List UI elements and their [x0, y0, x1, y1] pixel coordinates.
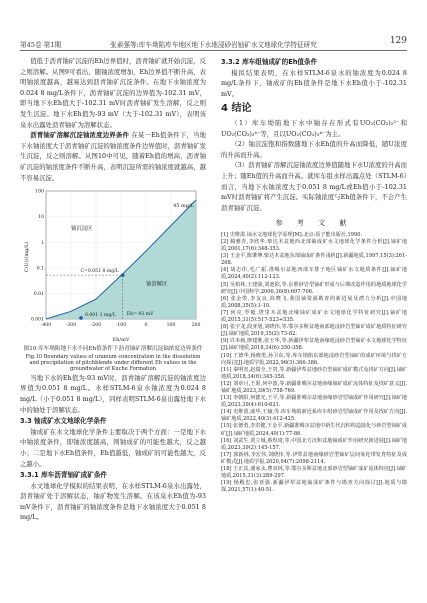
- reference-item: [5] 吴柏林,王建强,刘池阳,等.东胜砂岩型铀矿形成与后期改造作用的地质地球化学研究[J].中国科学,2006,36(8):697-706.: [221, 281, 407, 295]
- body-paragraph: 模拟结果表明，在水样STLM-6泉水的铀浓度为0.024 8 mg/L条件下，铀成矿的Eh值条件是地下水Eh值小于-102.31 mV。: [221, 68, 407, 98]
- paragraph-text: 在某一Eh值条件下，当地下水铀浓度大于沥青铀矿沉淀的铀浓度条件边界值时，沥青铀矿发生沉淀，反之则溶解。从图10中可见，随着Eh值的增高，沥青铀矿沉淀的铀浓度条件不断升高，表明沉淀所需的铀浓度就越高，越不容易沉淀。: [20, 131, 206, 182]
- y-axis-label: C(U)/(mg/L): [24, 241, 30, 273]
- x-tick-label: -100: [115, 323, 127, 329]
- section-heading: 3.3.1 库车沥青铀矿成矿条件: [20, 471, 108, 480]
- conclusion-item: （1）库车坳陷地下水中铀存在形式有UO₂(CO₃)₂²⁻和UO₂(CO₃)₃⁴⁻等，且以UO₂(CO₃)₃⁴⁻为主。: [221, 118, 407, 138]
- reference-item: [13] 李朝阳,何德光,王平,等.新疆准噶尔盆地南缘砂岩型铀成矿作用研究[J].铀矿地质,2023,39(4):610-621.: [221, 395, 407, 409]
- reference-item: [8] 张宇龙,段亚旭,刘晓伟,等.鄂尔多斯盆地南部地浸砂岩型铀矿成矿地质特征研究[J].铀矿地质,2019,35(2):73-82.: [221, 324, 407, 338]
- x-tick-label: -400: [40, 323, 52, 329]
- left-column: [20, 56, 206, 523]
- reference-item: [4] 胡志伟,毛广振.准噶尔盆地西部车排子地区铀矿水文地质条件[J].铀矿地质,2024,40(2):112-123.: [221, 267, 407, 281]
- y-tick-label: 0.1: [36, 266, 44, 272]
- uranium-boundary-chart: [20, 185, 206, 345]
- y-tick-label: 10: [38, 215, 44, 221]
- reference-item: [7] 何亮,罗毅.塔里木盆地北缘铀矿成矿水文地球化学特征研究[J].铀矿地质,2015,31(5):517-523+535.: [221, 309, 407, 324]
- reference-item: [3] 王金平,陈肇博.柴达木盆地东部铀成矿条件浅析[J].新疆地质,1997,15(3):261-268.: [221, 253, 407, 267]
- body-paragraph: 当地下水的Eh值为-93 mV时，沥青铀矿溶解沉淀的铀浓度边界值为0.051 8 mg/L。水样STLM-6泉水铀浓度为0.024 8 mg/L（小于0.051 8 mg/L），同样表明STLM-6泉出露处地下水中的铀处于溶解状态。: [20, 373, 206, 414]
- body-paragraph: 水文地球化学模拟的结果表明，在水样STLM-6泉水出露处，沥青铀矿处于溶解状态，铀矿物发生溶解。在该泉水Eh值为-93 mV条件下，沥青铀矿的铀浓度条件是地下水铀浓度大于0.051 8 mg/L。: [20, 481, 206, 522]
- y-tick-label: 0.01: [33, 292, 44, 298]
- reference-item: [6] 张金带,李友良,简晓飞.我国铀资源勘查的新进展及潜力分析[J].中国地质,2008,35(5):1-10.: [221, 295, 407, 309]
- reference-item: [14] 史维浚,戚华,王瑜,等.库车坳陷新近系库车组砂岩型铀成矿作用及找矿方向[J].铀矿地质,2022,40(3):412-425.: [221, 409, 407, 423]
- x-axis-label: Eh/mV: [112, 337, 130, 344]
- point-label: 0.001 1 mg/L: [85, 313, 116, 319]
- running-title: 张素强等:库车坳陷库车地区地下水地浸砂岩铀矿水文地球化学特征研究: [110, 41, 317, 49]
- x-tick-label: 0: [144, 323, 148, 329]
- figure-caption-en: Fig.10 Boundary values of uranium concentration in the dissolution and precipitation of pitchblende under different Eh values in the groundwater of Kuche Formation: [25, 353, 201, 373]
- x-tick-label: -200: [90, 323, 102, 329]
- reference-item: [17] 郭新林,李宏伟,刘晓伟,等.伊犁盆地南缘砂岩型铀矿层间氧化带发育特征及成矿模式[J].地质学报,2020,94(7):2098-2114.: [221, 451, 407, 465]
- dissolution-zone-label: 铀溶解区: [146, 281, 168, 288]
- section-heading: 3.3.2 库车组铀成矿的Eh值条件: [221, 58, 318, 66]
- x-tick-label: -300: [65, 323, 77, 329]
- reference-item: [2] 腾雅青,李欣华.柴达木盆地西北部铀成矿水文地球化学条件分析[J].铀矿地质,2001,17(6):348-353.: [221, 239, 407, 253]
- journal-issue: 第45卷 第1期: [20, 41, 62, 49]
- conclusion-heading: 4 结论: [221, 103, 252, 115]
- reference-item: [15] 张德勇,李洪健,王金平.新疆准噶尔盆地中新生代沉积构造演化与砂岩型铀矿成矿[J].铀矿地质,2024,40(1):77-86.: [221, 423, 407, 437]
- right-column: [221, 56, 407, 494]
- reference-item: [16] 刘武生,贾立城,蔡煜琦,等.中国北方沉积盆地铀成矿作用研究新进展[J].铀矿地质,2023,39(2):145-157.: [221, 437, 407, 451]
- x-tick-label: 200: [191, 323, 201, 329]
- inline-heading: 沥青铀矿溶解沉淀铀浓度边界条件: [30, 131, 130, 140]
- conclusion-item: （2）铀沉淀饱和指数随地下水Eh值的升高而降低，随U浓度的升高而升高。: [221, 140, 407, 159]
- page-number: 129: [389, 36, 407, 46]
- body-paragraph: [20, 130, 206, 183]
- page-header: [20, 30, 407, 51]
- section-heading: 3.3 铀成矿水文地球化学条件: [20, 417, 107, 426]
- x-tick-label: 100: [166, 323, 176, 329]
- reference-item: [10] 王德华,杨晓勇,孙卫东,等.库车坳陷东部地浸砂岩型铀矿的成矿环境与找矿方向探讨[J].地质学报,2022,96(3):366-386.: [221, 352, 407, 366]
- figure-caption-cn: 图10 库车坳陷地下水不同Eh值条件下沥青铀矿溶解沉淀铀浓度边界条件: [23, 346, 203, 353]
- reference-item: [1] 史维浚.铀水文地球化学原理[M].北京:原子能出版社,1990.: [221, 231, 363, 238]
- eh-label: Eh=-93 mV: [126, 312, 154, 318]
- y-tick-label: 1: [41, 240, 44, 246]
- references-title: 参 考 文 献: [275, 219, 353, 228]
- figure-10: [20, 185, 206, 345]
- reference-item: [19] 杨殿忠,张亚强.新疆伊犁盆地铀成矿条件与勘查方向探讨[J].地质与勘探,2021,57(1):40-51.: [221, 480, 407, 494]
- reference-list: [221, 232, 407, 494]
- upper-label: 45 mg/L: [173, 203, 194, 210]
- reference-item: [11] 秦明宽,赵瑞全,王贵,等.新疆伊犁盆地砂岩型铀矿成矿模式及找矿方向[J].铀矿地质,2018,34(6):345-358.: [221, 366, 407, 380]
- body-paragraph: 值低于沥青铀矿沉淀的Eh边界值时，沥青铀矿就开始沉淀，反之则溶解。从图9可看出，随铀浓度增加，Eh边界值不断升高，表明铀浓度越高，越易达到沥青铀矿沉淀条件。在地下水铀浓度为0.024 8 mg/L条件下，沥青铀矿沉淀的边界值为-102.31 mV，即当地下水Eh值大于-102.31 mV时沥青铀矿发生溶解，反之则发生沉淀。地下水Eh值为-93 mV（大于-102.31 mV），表明该泉水出露处沥青铀矿为溶解状态。: [20, 57, 206, 129]
- precipitation-zone-label: 铀沉淀区: [71, 226, 93, 233]
- data-point: [79, 316, 83, 320]
- conclusion-item: （3）沥青铀矿溶解沉淀铀浓度边界值随地下水U浓度的升高而上升；随Eh值的升高而升高。就库车组水样出露点处（STLM-6）而言，当地下水铀浓度大于0.051 8 mg/L或Eh值小于-102.31 mV时沥青铀矿将产生沉淀。实际铀浓度与Eh值条件下，不会产生沥青铀矿沉淀。: [221, 161, 407, 212]
- reference-item: [12] 刘章月,王果,何中波,等.新疆准噶尔盆地南缘铀矿成矿流体特征及找矿意义[J].铀矿地质,2023,39(5):758-769.: [221, 380, 407, 394]
- data-point: [121, 273, 125, 277]
- y-tick-label: 0.001: [30, 317, 44, 323]
- reference-item: [18] 王正其,潘家永,曹双林,等.鄂尔多斯盆地北部砂岩型铀矿成矿流体特征[J].铀矿地质,2015,31(3):289-297.: [221, 466, 407, 480]
- point-label: C=0.051 8 mg/L: [80, 269, 119, 275]
- y-tick-label: 100: [35, 189, 44, 195]
- reference-item: [9] 许本载,廖建胜,张玉华,等.新疆伊犁盆地南缘地浸砂岩型铀矿水文地球化学特征[J].铀矿地质,2018,34(6):350-358.: [221, 338, 407, 352]
- body-paragraph: 铀成矿在水文地球化学条件主要取决于两个方面：一是地下水中铀浓度条件，即铀浓度越高，则铀成矿的可能性越大，反之越小；二是地下水Eh值条件，Eh值越低，铀成矿的可能性越大，反之越小。: [20, 427, 206, 468]
